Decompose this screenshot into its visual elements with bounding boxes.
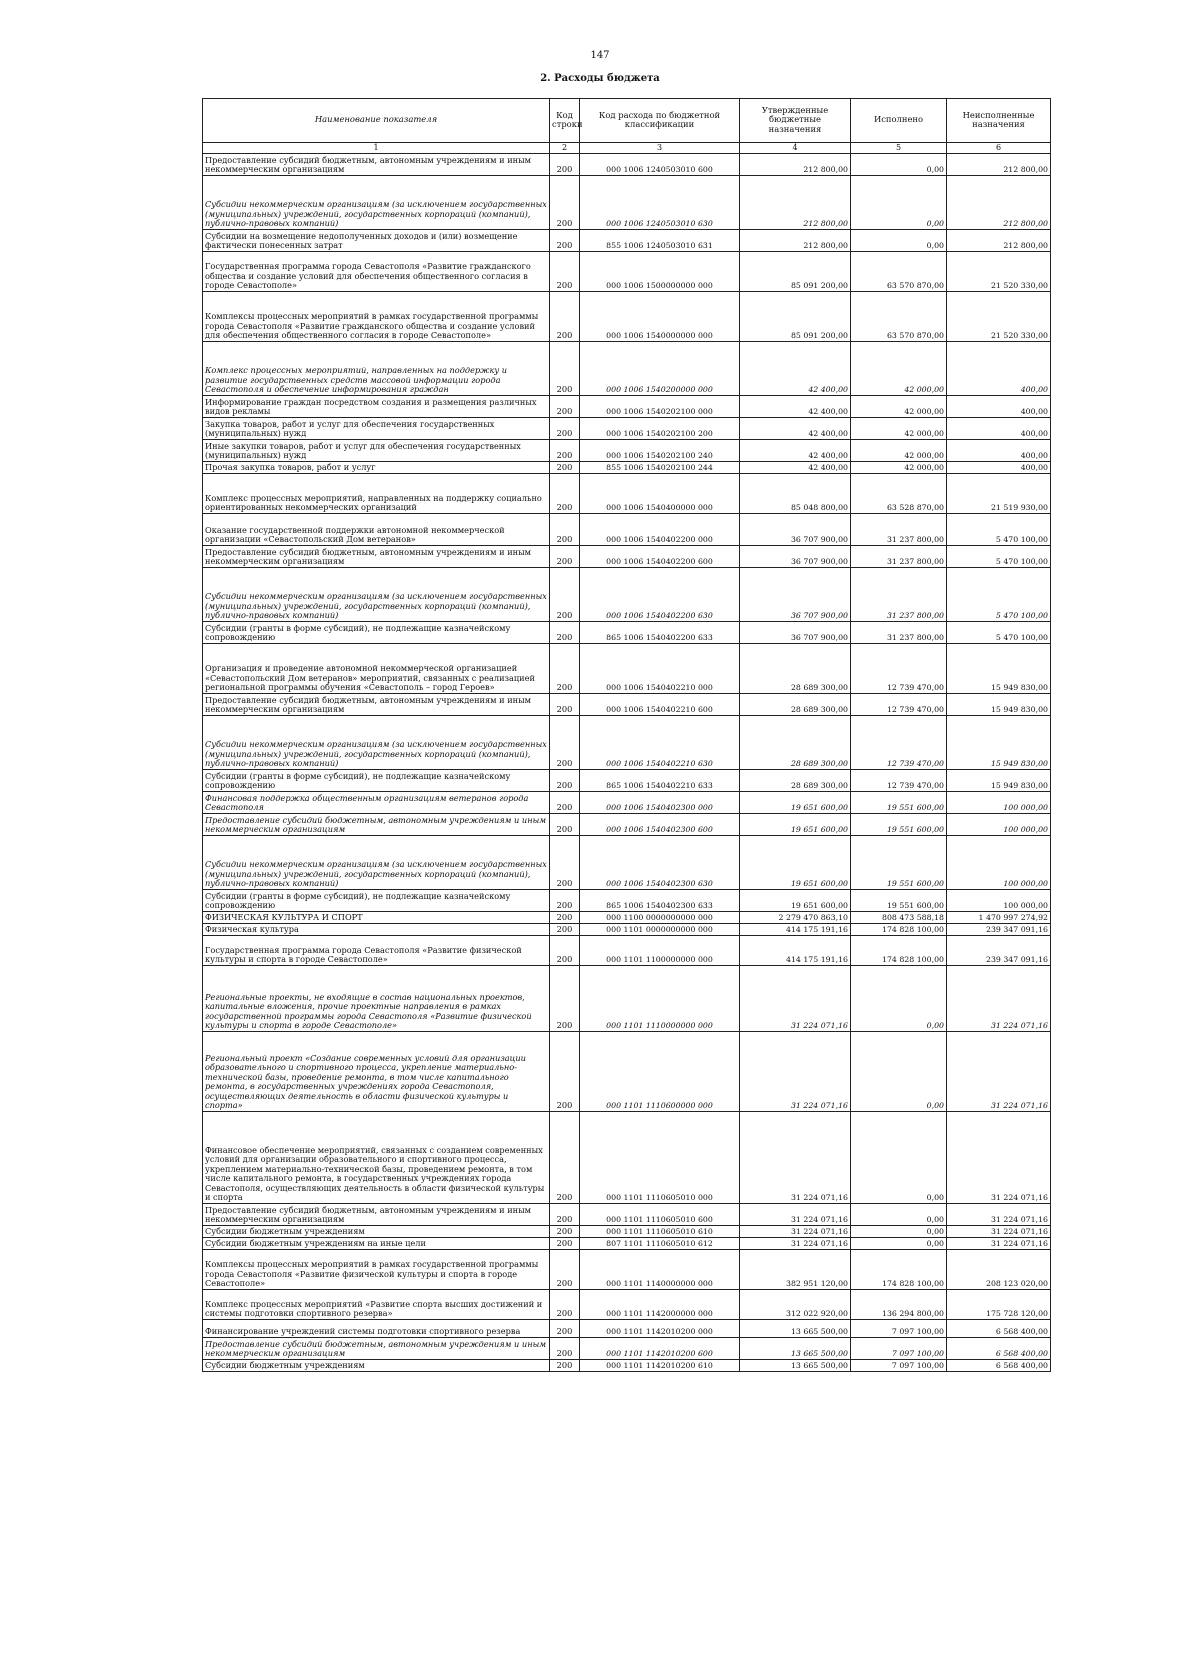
table-body: [203, 154, 1051, 1372]
row-line-code: 200: [550, 252, 580, 292]
row-unexecuted-amount: 208 123 020,00: [947, 1250, 1051, 1290]
row-executed-amount: 31 237 800,00: [851, 546, 947, 568]
row-unexecuted-amount: 100 000,00: [947, 814, 1051, 836]
row-executed-amount: 0,00: [851, 1226, 947, 1238]
row-executed-amount: 12 739 470,00: [851, 770, 947, 792]
row-approved-amount: 42 400,00: [740, 440, 851, 462]
row-approved-amount: 19 651 600,00: [740, 836, 851, 890]
row-line-code: 200: [550, 418, 580, 440]
row-name: Субсидии бюджетным учреждениям на иные цели: [203, 1238, 550, 1250]
row-class-code: 000 1101 0000000000 000: [580, 924, 740, 936]
row-unexecuted-amount: 239 347 091,16: [947, 936, 1051, 966]
table-row: [203, 546, 1051, 568]
row-approved-amount: 19 651 600,00: [740, 814, 851, 836]
row-line-code: 200: [550, 474, 580, 514]
row-line-code: 200: [550, 1250, 580, 1290]
row-line-code: 200: [550, 644, 580, 694]
row-line-code: 200: [550, 1238, 580, 1250]
row-line-code: 200: [550, 966, 580, 1032]
table-row: [203, 912, 1051, 924]
row-line-code: 200: [550, 770, 580, 792]
table-row: [203, 514, 1051, 546]
row-name: Комплекс процессных мероприятий, направленных на поддержку и развитие государственных средств массовой информации города Севастополя и обеспечение информирования граждан: [203, 342, 550, 396]
row-unexecuted-amount: 6 568 400,00: [947, 1338, 1051, 1360]
row-approved-amount: 85 091 200,00: [740, 292, 851, 342]
row-approved-amount: 19 651 600,00: [740, 792, 851, 814]
row-name: Комплексы процессных мероприятий в рамках государственной программы города Севастополя «Развитие гражданского общества и создание условий для обеспечения общественного согласия в городе Севастополе»: [203, 292, 550, 342]
row-executed-amount: 808 473 588,18: [851, 912, 947, 924]
row-class-code: 000 1006 1540402200 000: [580, 514, 740, 546]
row-class-code: 000 1101 1110605010 600: [580, 1204, 740, 1226]
row-approved-amount: 31 224 071,16: [740, 1112, 851, 1204]
table-row: [203, 176, 1051, 230]
table-row: [203, 1290, 1051, 1320]
row-line-code: 200: [550, 836, 580, 890]
row-executed-amount: 42 000,00: [851, 440, 947, 462]
row-executed-amount: 42 000,00: [851, 418, 947, 440]
row-name: Закупка товаров, работ и услуг для обеспечения государственных (муниципальных) нужд: [203, 418, 550, 440]
row-name: ФИЗИЧЕСКАЯ КУЛЬТУРА И СПОРТ: [203, 912, 550, 924]
row-unexecuted-amount: 100 000,00: [947, 890, 1051, 912]
row-name: Субсидии бюджетным учреждениям: [203, 1226, 550, 1238]
row-approved-amount: 28 689 300,00: [740, 694, 851, 716]
row-executed-amount: 0,00: [851, 1112, 947, 1204]
row-name: Субсидии некоммерческим организациям (за исключением государственных (муниципальных) учреждений, государственных корпораций (компаний), публично-правовых компаний): [203, 716, 550, 770]
row-class-code: 000 1006 1540402200 630: [580, 568, 740, 622]
row-class-code: 865 1006 1540402200 633: [580, 622, 740, 644]
row-approved-amount: 42 400,00: [740, 418, 851, 440]
row-unexecuted-amount: 15 949 830,00: [947, 770, 1051, 792]
row-name: Прочая закупка товаров, работ и услуг: [203, 462, 550, 474]
row-approved-amount: 13 665 500,00: [740, 1320, 851, 1338]
row-unexecuted-amount: 400,00: [947, 418, 1051, 440]
row-name: Комплексы процессных мероприятий в рамках государственной программы города Севастополя «Развитие физической культуры и спорта в городе Севастополе»: [203, 1250, 550, 1290]
row-name: Государственная программа города Севастополя «Развитие физической культуры и спорта в городе Севастополе»: [203, 936, 550, 966]
row-approved-amount: 31 224 071,16: [740, 1032, 851, 1112]
row-executed-amount: 7 097 100,00: [851, 1338, 947, 1360]
row-executed-amount: 0,00: [851, 230, 947, 252]
row-name: Финансовое обеспечение мероприятий, связанных с созданием современных условий для организации образовательного и спортивного процесса, укреплением материально-технической базы, проведением ремонта, в том числе капитального ремонта, в государственных учреждениях города Севастополя, осуществляющих деятельность в области физической культуры и спорта: [203, 1112, 550, 1204]
table-row: [203, 418, 1051, 440]
row-approved-amount: 382 951 120,00: [740, 1250, 851, 1290]
row-approved-amount: 36 707 900,00: [740, 546, 851, 568]
row-class-code: 000 1006 1540402210 600: [580, 694, 740, 716]
column-number: 5: [851, 143, 947, 154]
row-approved-amount: 42 400,00: [740, 462, 851, 474]
table-row: [203, 474, 1051, 514]
row-approved-amount: 85 091 200,00: [740, 252, 851, 292]
row-line-code: 200: [550, 176, 580, 230]
row-name: Физическая культура: [203, 924, 550, 936]
row-class-code: 000 1006 1240503010 630: [580, 176, 740, 230]
row-class-code: 000 1101 1142000000 000: [580, 1290, 740, 1320]
row-name: Субсидии (гранты в форме субсидий), не подлежащие казначейскому сопровождению: [203, 890, 550, 912]
row-name: Предоставление субсидий бюджетным, автономным учреждениям и иным некоммерческим организациям: [203, 814, 550, 836]
row-unexecuted-amount: 31 224 071,16: [947, 1226, 1051, 1238]
table-row: [203, 230, 1051, 252]
table-row: [203, 694, 1051, 716]
row-class-code: 000 1006 1540202100 000: [580, 396, 740, 418]
table-row: [203, 1250, 1051, 1290]
row-approved-amount: 414 175 191,16: [740, 924, 851, 936]
row-approved-amount: 31 224 071,16: [740, 1226, 851, 1238]
row-executed-amount: 0,00: [851, 176, 947, 230]
row-class-code: 000 1006 1540402300 630: [580, 836, 740, 890]
row-executed-amount: 31 237 800,00: [851, 568, 947, 622]
table-row: [203, 814, 1051, 836]
column-number: 3: [580, 143, 740, 154]
row-line-code: 200: [550, 1204, 580, 1226]
row-line-code: 200: [550, 936, 580, 966]
row-class-code: 000 1101 1140000000 000: [580, 1250, 740, 1290]
row-unexecuted-amount: 239 347 091,16: [947, 924, 1051, 936]
row-class-code: 865 1006 1540402300 633: [580, 890, 740, 912]
row-name: Субсидии бюджетным учреждениям: [203, 1360, 550, 1372]
row-line-code: 200: [550, 1226, 580, 1238]
column-number: 2: [550, 143, 580, 154]
row-line-code: 200: [550, 792, 580, 814]
row-class-code: 000 1101 1142010200 000: [580, 1320, 740, 1338]
row-name: Предоставление субсидий бюджетным, автономным учреждениям и иным некоммерческим организациям: [203, 154, 550, 176]
row-executed-amount: 19 551 600,00: [851, 890, 947, 912]
row-executed-amount: 7 097 100,00: [851, 1360, 947, 1372]
row-class-code: 000 1006 1500000000 000: [580, 252, 740, 292]
row-class-code: 855 1006 1240503010 631: [580, 230, 740, 252]
row-approved-amount: 31 224 071,16: [740, 1238, 851, 1250]
row-line-code: 200: [550, 396, 580, 418]
row-line-code: 200: [550, 622, 580, 644]
row-executed-amount: 63 570 870,00: [851, 252, 947, 292]
row-line-code: 200: [550, 1290, 580, 1320]
row-class-code: 000 1101 1110605010 610: [580, 1226, 740, 1238]
row-line-code: 200: [550, 716, 580, 770]
row-executed-amount: 31 237 800,00: [851, 514, 947, 546]
row-unexecuted-amount: 212 800,00: [947, 154, 1051, 176]
row-approved-amount: 42 400,00: [740, 342, 851, 396]
header-unexecuted: Неисполненные назначения: [947, 99, 1051, 143]
row-name: Региональный проект «Создание современных условий для организации образовательного и спортивного процесса, укрепление материально-технической базы, проведение ремонта, в том числе капитального ремонта, в государственных учреждениях города Севастополя, осуществляющих деятельность в области физической культуры и спорта»: [203, 1032, 550, 1112]
row-name: Региональные проекты, не входящие в состав национальных проектов, капитальные вложения, прочие проектные направления в рамках государственной программы города Севастополя «Развитие физической культуры и спорта в городе Севастополе»: [203, 966, 550, 1032]
row-name: Информирование граждан посредством создания и размещения различных видов рекламы: [203, 396, 550, 418]
row-unexecuted-amount: 31 224 071,16: [947, 1032, 1051, 1112]
row-unexecuted-amount: 21 520 330,00: [947, 252, 1051, 292]
table-row: [203, 568, 1051, 622]
row-unexecuted-amount: 5 470 100,00: [947, 514, 1051, 546]
row-name: Субсидии (гранты в форме субсидий), не подлежащие казначейскому сопровождению: [203, 770, 550, 792]
table-row: [203, 644, 1051, 694]
row-approved-amount: 13 665 500,00: [740, 1360, 851, 1372]
table-row: [203, 1112, 1051, 1204]
row-line-code: 200: [550, 1360, 580, 1372]
row-class-code: 000 1101 1110000000 000: [580, 966, 740, 1032]
row-executed-amount: 42 000,00: [851, 462, 947, 474]
row-line-code: 200: [550, 694, 580, 716]
row-class-code: 855 1006 1540202100 244: [580, 462, 740, 474]
row-executed-amount: 12 739 470,00: [851, 716, 947, 770]
table-row: [203, 1226, 1051, 1238]
header-class-code: Код расхода по бюджетной классификации: [580, 99, 740, 143]
table-row: [203, 342, 1051, 396]
row-class-code: 000 1006 1540402300 600: [580, 814, 740, 836]
table-row: [203, 440, 1051, 462]
row-name: Предоставление субсидий бюджетным, автономным учреждениям и иным некоммерческим организациям: [203, 694, 550, 716]
row-approved-amount: 212 800,00: [740, 230, 851, 252]
row-class-code: 000 1006 1240503010 600: [580, 154, 740, 176]
row-unexecuted-amount: 100 000,00: [947, 792, 1051, 814]
row-unexecuted-amount: 15 949 830,00: [947, 716, 1051, 770]
row-line-code: 200: [550, 292, 580, 342]
row-class-code: 000 1006 1540200000 000: [580, 342, 740, 396]
row-executed-amount: 0,00: [851, 154, 947, 176]
row-class-code: 000 1100 0000000000 000: [580, 912, 740, 924]
row-line-code: 200: [550, 230, 580, 252]
row-unexecuted-amount: 175 728 120,00: [947, 1290, 1051, 1320]
row-approved-amount: 42 400,00: [740, 396, 851, 418]
row-line-code: 200: [550, 514, 580, 546]
row-approved-amount: 212 800,00: [740, 154, 851, 176]
row-line-code: 200: [550, 342, 580, 396]
row-line-code: 200: [550, 890, 580, 912]
row-executed-amount: 12 739 470,00: [851, 644, 947, 694]
table-row: [203, 792, 1051, 814]
column-number: 6: [947, 143, 1051, 154]
row-name: Оказание государственной поддержки автономной некоммерческой организации «Севастопольский Дом ветеранов»: [203, 514, 550, 546]
row-executed-amount: 19 551 600,00: [851, 836, 947, 890]
row-class-code: 000 1101 1100000000 000: [580, 936, 740, 966]
row-name: Комплекс процессных мероприятий «Развитие спорта высших достижений и системы подготовки спортивного резерва»: [203, 1290, 550, 1320]
row-unexecuted-amount: 31 224 071,16: [947, 966, 1051, 1032]
row-line-code: 200: [550, 924, 580, 936]
row-approved-amount: 212 800,00: [740, 176, 851, 230]
table-row: [203, 1238, 1051, 1250]
header-executed: Исполнено: [851, 99, 947, 143]
row-line-code: 200: [550, 1320, 580, 1338]
row-approved-amount: 312 022 920,00: [740, 1290, 851, 1320]
row-unexecuted-amount: 6 568 400,00: [947, 1320, 1051, 1338]
row-unexecuted-amount: 6 568 400,00: [947, 1360, 1051, 1372]
row-unexecuted-amount: 5 470 100,00: [947, 568, 1051, 622]
row-line-code: 200: [550, 440, 580, 462]
row-executed-amount: 136 294 800,00: [851, 1290, 947, 1320]
row-executed-amount: 0,00: [851, 1238, 947, 1250]
row-unexecuted-amount: 100 000,00: [947, 836, 1051, 890]
table-row: [203, 1204, 1051, 1226]
row-class-code: 000 1006 1540400000 000: [580, 474, 740, 514]
row-line-code: 200: [550, 1032, 580, 1112]
row-name: Предоставление субсидий бюджетным, автономным учреждениям и иным некоммерческим организациям: [203, 546, 550, 568]
row-unexecuted-amount: 1 470 997 274,92: [947, 912, 1051, 924]
row-unexecuted-amount: 400,00: [947, 342, 1051, 396]
row-executed-amount: 19 551 600,00: [851, 792, 947, 814]
table-row: [203, 890, 1051, 912]
row-name: Предоставление субсидий бюджетным, автономным учреждениям и иным некоммерческим организациям: [203, 1204, 550, 1226]
table-row: [203, 396, 1051, 418]
row-class-code: 000 1101 1110600000 000: [580, 1032, 740, 1112]
table-row: [203, 1032, 1051, 1112]
row-class-code: 000 1006 1540402210 000: [580, 644, 740, 694]
row-approved-amount: 31 224 071,16: [740, 1204, 851, 1226]
row-line-code: 200: [550, 1112, 580, 1204]
row-class-code: 865 1006 1540402210 633: [580, 770, 740, 792]
table-row: [203, 836, 1051, 890]
table-row: [203, 1360, 1051, 1372]
row-executed-amount: 31 237 800,00: [851, 622, 947, 644]
header-approved: Утвержденные бюджетные назначения: [740, 99, 851, 143]
row-unexecuted-amount: 15 949 830,00: [947, 694, 1051, 716]
table-row: [203, 462, 1051, 474]
table-row: [203, 936, 1051, 966]
header-name: Наименование показателя: [203, 99, 550, 143]
row-executed-amount: 42 000,00: [851, 342, 947, 396]
row-line-code: 200: [550, 568, 580, 622]
row-approved-amount: 19 651 600,00: [740, 890, 851, 912]
table-row: [203, 770, 1051, 792]
row-class-code: 000 1101 1142010200 600: [580, 1338, 740, 1360]
row-name: Субсидии (гранты в форме субсидий), не подлежащие казначейскому сопровождению: [203, 622, 550, 644]
row-executed-amount: 7 097 100,00: [851, 1320, 947, 1338]
row-unexecuted-amount: 21 519 930,00: [947, 474, 1051, 514]
row-executed-amount: 0,00: [851, 1032, 947, 1112]
row-unexecuted-amount: 5 470 100,00: [947, 546, 1051, 568]
row-class-code: 807 1101 1110605010 612: [580, 1238, 740, 1250]
row-executed-amount: 0,00: [851, 1204, 947, 1226]
row-approved-amount: 2 279 470 863,10: [740, 912, 851, 924]
row-name: Субсидии некоммерческим организациям (за исключением государственных (муниципальных) учреждений, государственных корпораций (компаний), публично-правовых компаний): [203, 176, 550, 230]
row-approved-amount: 28 689 300,00: [740, 644, 851, 694]
table-row: [203, 966, 1051, 1032]
row-approved-amount: 85 048 800,00: [740, 474, 851, 514]
row-unexecuted-amount: 15 949 830,00: [947, 644, 1051, 694]
row-class-code: 000 1006 1540202100 200: [580, 418, 740, 440]
row-executed-amount: 174 828 100,00: [851, 936, 947, 966]
row-unexecuted-amount: 400,00: [947, 462, 1051, 474]
row-unexecuted-amount: 400,00: [947, 396, 1051, 418]
row-class-code: 000 1006 1540402200 600: [580, 546, 740, 568]
row-executed-amount: 19 551 600,00: [851, 814, 947, 836]
row-name: Субсидии на возмещение недополученных доходов и (или) возмещение фактически понесенных затрат: [203, 230, 550, 252]
row-class-code: 000 1101 1110605010 000: [580, 1112, 740, 1204]
column-number: 4: [740, 143, 851, 154]
table-row: [203, 292, 1051, 342]
row-executed-amount: 42 000,00: [851, 396, 947, 418]
row-line-code: 200: [550, 154, 580, 176]
row-approved-amount: 28 689 300,00: [740, 716, 851, 770]
row-approved-amount: 36 707 900,00: [740, 514, 851, 546]
row-name: Государственная программа города Севастополя «Развитие гражданского общества и создание условий для обеспечения общественного согласия в городе Севастополе»: [203, 252, 550, 292]
page-number: 147: [590, 50, 610, 61]
row-name: Предоставление субсидий бюджетным, автономным учреждениям и иным некоммерческим организациям: [203, 1338, 550, 1360]
row-name: Финансирование учреждений системы подготовки спортивного резерва: [203, 1320, 550, 1338]
table-row: [203, 924, 1051, 936]
row-class-code: 000 1006 1540402210 630: [580, 716, 740, 770]
row-approved-amount: 36 707 900,00: [740, 568, 851, 622]
row-approved-amount: 36 707 900,00: [740, 622, 851, 644]
row-approved-amount: 31 224 071,16: [740, 966, 851, 1032]
table-row: [203, 252, 1051, 292]
row-executed-amount: 174 828 100,00: [851, 1250, 947, 1290]
row-line-code: 200: [550, 462, 580, 474]
row-executed-amount: 0,00: [851, 966, 947, 1032]
row-executed-amount: 63 528 870,00: [851, 474, 947, 514]
column-number: 1: [203, 143, 550, 154]
document-title: 2. Расходы бюджета: [540, 73, 660, 84]
row-line-code: 200: [550, 546, 580, 568]
budget-expenditure-table: [202, 98, 1051, 1372]
row-executed-amount: 12 739 470,00: [851, 694, 947, 716]
row-line-code: 200: [550, 912, 580, 924]
row-approved-amount: 13 665 500,00: [740, 1338, 851, 1360]
row-name: Комплекс процессных мероприятий, направленных на поддержку социально ориентированных некоммерческих организаций: [203, 474, 550, 514]
row-executed-amount: 174 828 100,00: [851, 924, 947, 936]
row-class-code: 000 1101 1142010200 610: [580, 1360, 740, 1372]
row-name: Субсидии некоммерческим организациям (за исключением государственных (муниципальных) учреждений, государственных корпораций (компаний), публично-правовых компаний): [203, 836, 550, 890]
table-row: [203, 1338, 1051, 1360]
table-row: [203, 1320, 1051, 1338]
row-name: Иные закупки товаров, работ и услуг для обеспечения государственных (муниципальных) нужд: [203, 440, 550, 462]
row-unexecuted-amount: 31 224 071,16: [947, 1238, 1051, 1250]
column-number-row: [203, 143, 1051, 154]
row-class-code: 000 1006 1540402300 000: [580, 792, 740, 814]
row-line-code: 200: [550, 814, 580, 836]
row-name: Субсидии некоммерческим организациям (за исключением государственных (муниципальных) учреждений, государственных корпораций (компаний), публично-правовых компаний): [203, 568, 550, 622]
row-class-code: 000 1006 1540202100 240: [580, 440, 740, 462]
header-line-code: Код строки: [550, 99, 580, 143]
row-class-code: 000 1006 1540000000 000: [580, 292, 740, 342]
row-unexecuted-amount: 400,00: [947, 440, 1051, 462]
table-row: [203, 154, 1051, 176]
row-unexecuted-amount: 21 520 330,00: [947, 292, 1051, 342]
row-unexecuted-amount: 31 224 071,16: [947, 1112, 1051, 1204]
row-approved-amount: 414 175 191,16: [740, 936, 851, 966]
row-unexecuted-amount: 31 224 071,16: [947, 1204, 1051, 1226]
row-name: Финансовая поддержка общественным организациям ветеранов города Севастополя: [203, 792, 550, 814]
row-name: Организация и проведение автономной некоммерческой организацией «Севастопольский Дом ветеранов» мероприятий, связанных с реализацией региональной программы обучения «Севастополь – город Героев»: [203, 644, 550, 694]
row-executed-amount: 63 570 870,00: [851, 292, 947, 342]
row-line-code: 200: [550, 1338, 580, 1360]
table-row: [203, 716, 1051, 770]
row-approved-amount: 28 689 300,00: [740, 770, 851, 792]
row-unexecuted-amount: 5 470 100,00: [947, 622, 1051, 644]
row-unexecuted-amount: 212 800,00: [947, 230, 1051, 252]
row-unexecuted-amount: 212 800,00: [947, 176, 1051, 230]
table-row: [203, 622, 1051, 644]
